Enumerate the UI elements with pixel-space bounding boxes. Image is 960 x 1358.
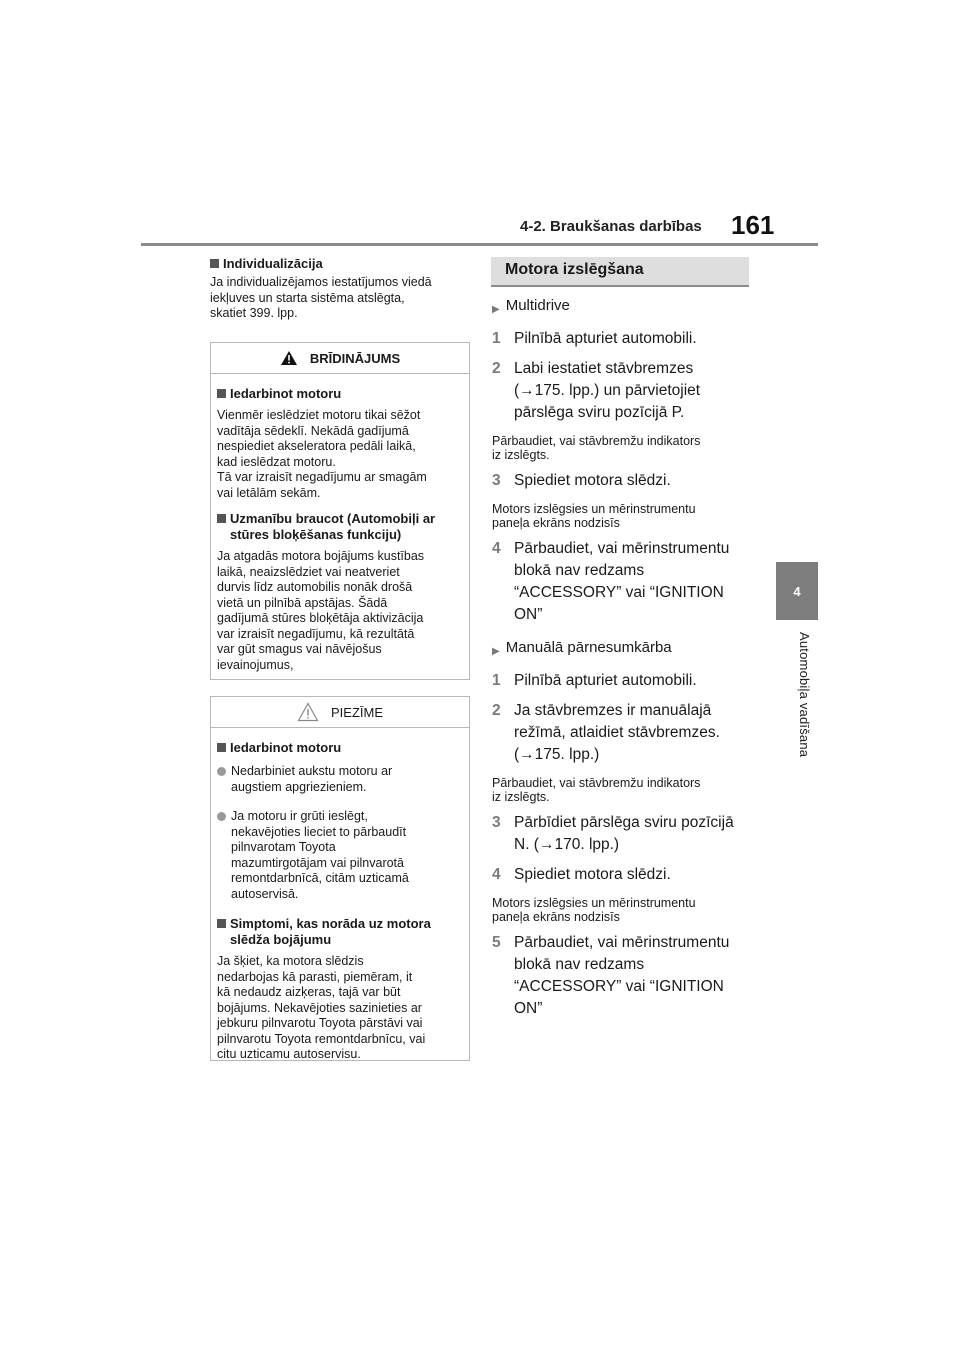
square-bullet-icon	[210, 259, 219, 268]
step-note: Motors izslēgsies un mērinstrumentu paneļa ekrāns nodzisīs	[492, 502, 696, 530]
warning-box	[210, 342, 470, 680]
transmission-heading: ▶ Manuālā pārnesumkārba	[492, 638, 750, 662]
step-item: 3 Pārbīdiet pārslēga sviru pozīcijā N. (→170. lpp.)	[492, 814, 734, 853]
triangle-right-icon: ▶	[492, 304, 500, 315]
transmission-heading: ▶ Multidrive	[492, 296, 750, 320]
step-item: 4 Spiediet motora slēdzi.	[492, 866, 671, 883]
notice-header: PIEZĪME	[211, 697, 469, 728]
step-item: 1 Pilnībā apturiet automobili.	[492, 672, 697, 689]
square-bullet-icon	[217, 743, 226, 752]
section-title: Motora izslēgšana	[491, 257, 749, 287]
warning-block: Iedarbinot motoru Vienmēr ieslēdziet motoru tikai sēžot vadītāja sēdeklī. Nekādā gadījumā nespiediet akseleratora pedāli laikā, kad ieslēdzat motoru. Tā var izraisīt negadījumu ar smagām vai letālām sekām.	[217, 386, 427, 500]
square-bullet-icon	[217, 514, 226, 523]
chapter-title: Automobiļa vadīšana	[797, 632, 812, 758]
notice-box	[210, 696, 470, 1061]
intro-text: Ja individualizējamos iestatījumos viedā iekļuves un starta sistēma atslēgta, skatiet 399. lpp.	[210, 275, 432, 320]
warning-block: Uzmanību braucot (Automobiļi ar stūres bloķēšanas funkciju) Ja atgadās motora bojājums kustības laikā, neaizslēdziet vai neatveriet durvis līdz automobilis nonāk drošā vietā un pilnībā apstājas. Šādā gadījumā stūres bloķētāja aktivizācija var izraisīt negadījumu, kā rezultātā var gūt smagus vai nāvējošus ievainojumus,	[217, 511, 436, 672]
warning-triangle-icon	[280, 350, 298, 366]
triangle-right-icon: ▶	[492, 646, 500, 657]
warning-header: BRĪDINĀJUMS	[211, 343, 469, 374]
square-bullet-icon	[217, 919, 226, 928]
intro-section	[210, 256, 468, 322]
step-item: 3 Spiediet motora slēdzi.	[492, 472, 671, 489]
step-item: 2 Labi iestatiet stāvbremzes (→175. lpp.) un pārvietojiet pārslēga sviru pozīcijā P.	[492, 360, 701, 421]
list-item: Ja motoru ir grūti ieslēgt, nekavējoties lieciet to pārbaudīt pilnvarotam Toyota mazumtirgotājam vai pilnvarotā remontdarbnīcā, citām uzticamā autoservisā.	[217, 809, 463, 902]
step-item: 1 Pilnībā apturiet automobili.	[492, 330, 697, 347]
procedure-column	[492, 296, 750, 1020]
step-note: Pārbaudiet, vai stāvbremžu indikators iz izslēgts.	[492, 434, 701, 462]
notice-block: Iedarbinot motoru Nedarbiniet aukstu motoru ar augstiem apgriezieniem. Ja motoru ir grūti ieslēgt, nekavējoties lieciet to pārbaudīt pilnvarotam Toyota mazumtirgotājam vai pilnvarotā remontdarbnīcā, citām uzticamā autoservisā.	[217, 740, 463, 902]
chapter-tab: 4	[776, 562, 818, 620]
list-item: Nedarbiniet aukstu motoru ar augstiem apgriezieniem.	[217, 764, 463, 795]
intro-heading: Individualizācija	[210, 256, 468, 272]
step-note: Motors izslēgsies un mērinstrumentu paneļa ekrāns nodzisīs	[492, 896, 696, 924]
notice-block: Simptomi, kas norāda uz motora slēdža bojājumu Ja šķiet, ka motora slēdzis nedarbojas kā parasti, piemēram, it kā nedaudz aizķeras, tajā var būt bojājums. Nekavējoties sazinieties ar jebkuru pilnvarotu Toyota pārstāvi vai pilnvarotu Toyota remontdarbnīcu, vai citu uzticamu autoservisu.	[217, 916, 431, 1061]
caution-outline-icon	[297, 702, 319, 722]
step-item: 2 Ja stāvbremzes ir manuālajā režīmā, atlaidiet stāvbremzes. (→175. lpp.)	[492, 702, 720, 763]
step-note: Pārbaudiet, vai stāvbremžu indikators iz izslēgts.	[492, 776, 701, 804]
step-item: 4 Pārbaudiet, vai mērinstrumentu blokā nav redzams “ACCESSORY” vai “IGNITION ON”	[492, 540, 730, 623]
page-number: 161	[731, 210, 775, 240]
section-header: 4-2. Braukšanas darbības	[520, 218, 702, 235]
header-rule	[141, 243, 818, 246]
step-item: 5 Pārbaudiet, vai mērinstrumentu blokā nav redzams “ACCESSORY” vai “IGNITION ON”	[492, 934, 730, 1017]
circle-bullet-icon	[217, 812, 226, 821]
circle-bullet-icon	[217, 767, 226, 776]
square-bullet-icon	[217, 389, 226, 398]
